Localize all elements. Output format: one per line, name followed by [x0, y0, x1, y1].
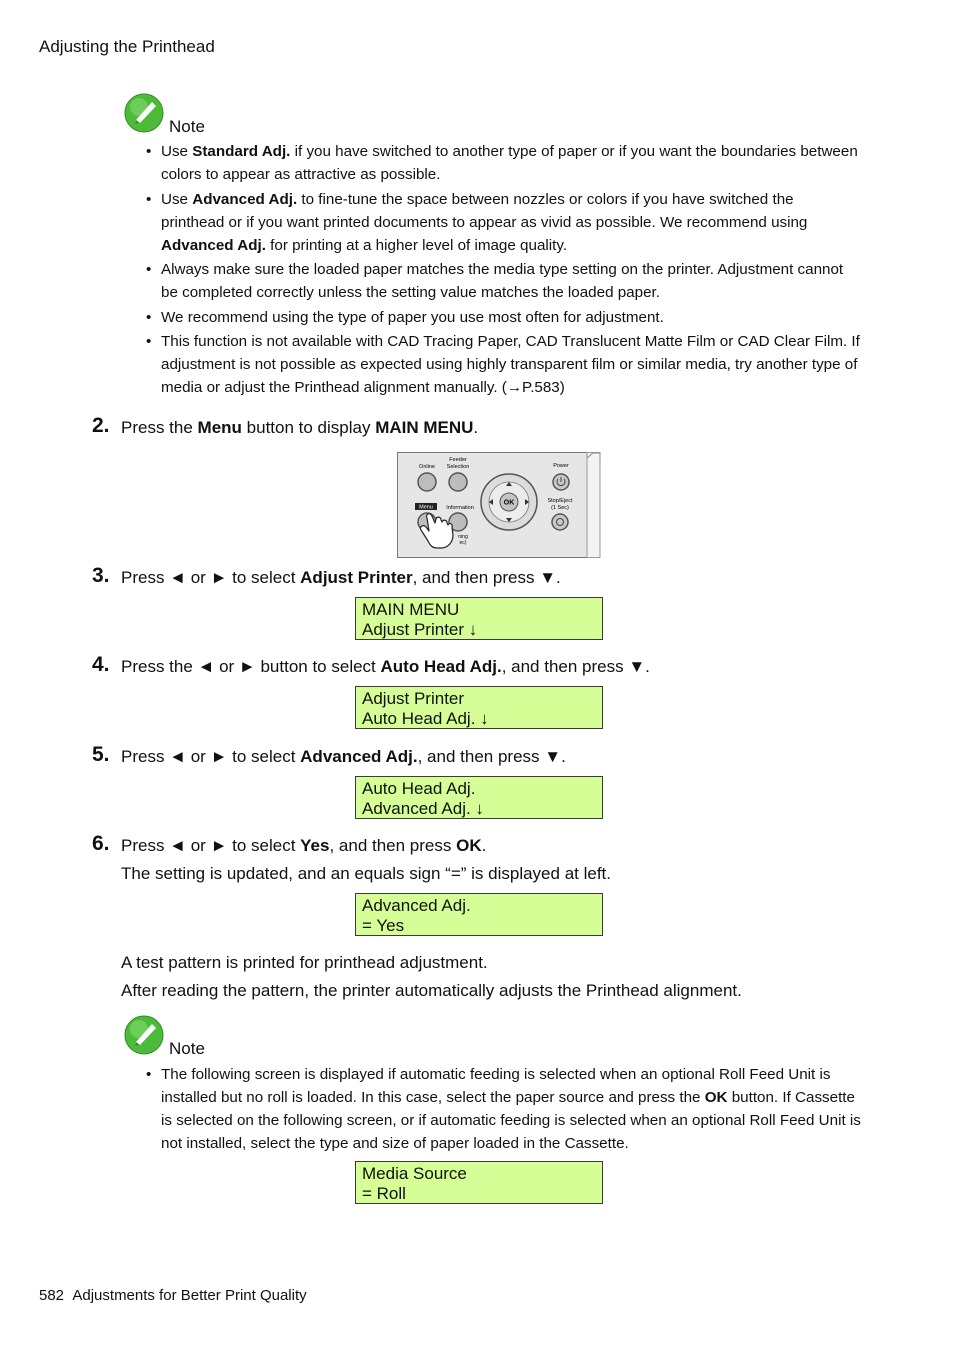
online-button — [418, 473, 436, 491]
information-label: Information — [446, 505, 474, 511]
feeder-selection-button — [449, 473, 467, 491]
lcd-display — [355, 597, 603, 640]
lcd-display — [355, 1161, 603, 1204]
list-item: • Always make sure the loaded paper matches the media type setting on the printer. Adjustment cannot be completed correctly unless the setting value matches the loaded paper. — [145, 258, 861, 304]
step-text: Press ◄ or ► to select Advanced Adj., and then press ▼. — [121, 747, 566, 766]
page-number: 582 — [39, 1287, 65, 1304]
one-sec-label: (1 Sec) — [551, 505, 569, 511]
step-number: 3. — [92, 564, 110, 587]
step-text: Press the ◄ or ► button to select Auto Head Adj., and then press ▼. — [121, 657, 650, 676]
note-label: Note — [169, 117, 205, 136]
step-text: Press ◄ or ► to select Yes, and then press OK. — [121, 836, 487, 855]
lcd-line-1: Adjust Printer — [362, 689, 465, 708]
lcd-line-1: MAIN MENU — [362, 600, 460, 619]
power-label: Power — [553, 463, 569, 469]
cleaning-label-fragment: ning — [458, 534, 468, 540]
lcd-line-2: Adjust Printer ↓ — [362, 619, 478, 639]
lcd-line-2: = Roll — [362, 1183, 406, 1203]
note-bullet-list — [145, 140, 861, 401]
note-heading — [124, 1014, 324, 1056]
lcd-display — [355, 686, 603, 729]
list-item: • We recommend using the type of paper you use most often for adjustment. — [145, 306, 861, 329]
paragraph: After reading the pattern, the printer automatically adjusts the Printhead alignment. — [121, 981, 742, 1000]
note-heading — [124, 92, 324, 134]
lcd-line-2: Auto Head Adj. ↓ — [362, 708, 489, 728]
note-pencil-icon — [124, 1014, 166, 1056]
note-bullet-list — [145, 1063, 861, 1157]
step-number: 2. — [92, 414, 110, 437]
lcd-line-1: Media Source — [362, 1164, 467, 1183]
list-item: • The following screen is displayed if automatic feeding is selected when an optional Roll Feed Unit is installed but no roll is loaded. In this case, select the paper source and press the OK button. If Cassette is selected on the following screen, or if automatic feeding is selected when an optional Roll Feed Unit is not installed, select the type and size of paper loaded in the Cassette. — [145, 1063, 861, 1155]
running-header: Adjusting the Printhead — [39, 37, 215, 56]
step-number: 4. — [92, 653, 110, 676]
ok-label: OK — [503, 499, 515, 507]
step-text: Press the Menu button to display MAIN MENU. — [121, 418, 479, 437]
list-item: • Use Standard Adj. if you have switched to another type of paper or if you want the boundaries between colors to appear as attractive as possible. — [145, 140, 861, 186]
stop-eject-label: Stop/Eject — [547, 498, 573, 504]
selection-label: Selection — [446, 464, 470, 470]
lcd-display — [355, 893, 603, 936]
step-number: 5. — [92, 743, 110, 766]
step-number: 6. — [92, 832, 110, 855]
lcd-line-2: Advanced Adj. ↓ — [362, 798, 484, 818]
footer-section: Adjustments for Better Print Quality — [72, 1287, 307, 1304]
lcd-line-2: = Yes — [362, 915, 405, 935]
note-label: Note — [169, 1039, 205, 1058]
list-item: • This function is not available with CAD Tracing Paper, CAD Translucent Matte Film or CAD Clear Film. If adjustment is not possible as expected using highly transparent film or similar media, try another type of media or adjust the Printhead alignment manually. (→P.583) — [145, 330, 861, 399]
page-footer — [39, 1287, 307, 1304]
control-panel-illustration — [397, 452, 601, 558]
step-detail: The setting is updated, and an equals sign “=” is displayed at left. — [121, 864, 611, 883]
note-pencil-icon — [124, 92, 166, 134]
stop-eject-button — [552, 514, 568, 530]
lcd-line-1: Advanced Adj. — [362, 896, 471, 915]
paragraph: A test pattern is printed for printhead adjustment. — [121, 953, 488, 972]
feeder-label: Feeder — [449, 457, 467, 463]
sec-label-fragment: ec) — [459, 540, 467, 546]
step-text: Press ◄ or ► to select Adjust Printer, and then press ▼. — [121, 568, 561, 587]
list-item: • Use Advanced Adj. to fine-tune the space between nozzles or colors if you have switched the printhead or if you want printed documents to appear as vivid as possible. We recommend using Advanced Adj. for printing at a higher level of image quality. — [145, 188, 861, 257]
lcd-line-1: Auto Head Adj. — [362, 779, 476, 798]
lcd-display — [355, 776, 603, 819]
menu-label: Menu — [419, 504, 433, 511]
online-label: Online — [419, 464, 435, 470]
